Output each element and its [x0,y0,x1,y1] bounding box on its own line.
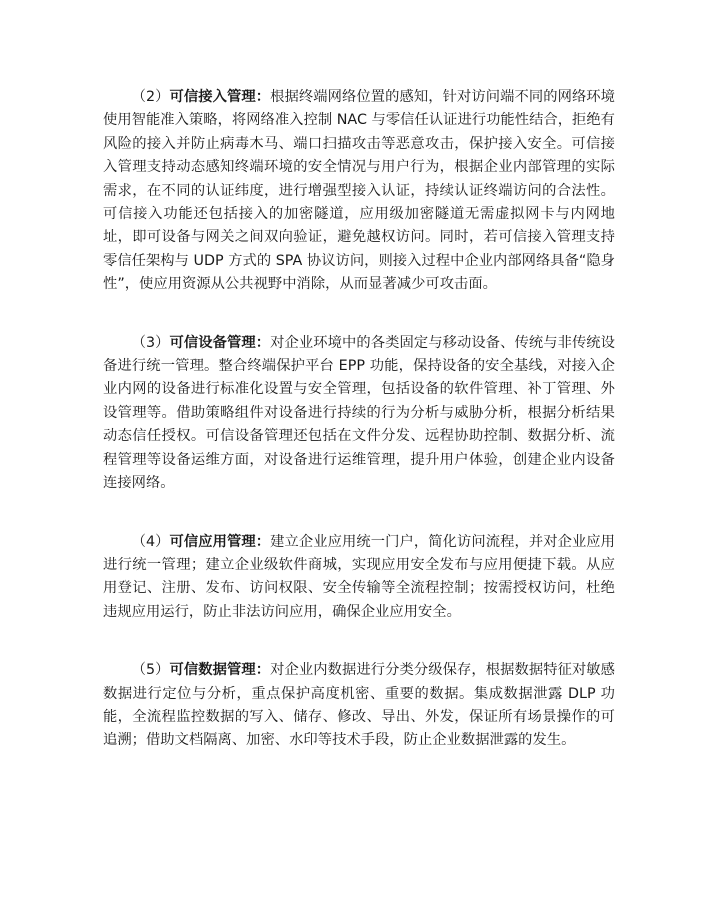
paragraph-heading: 可信数据管理： [169,662,271,679]
paragraph-text: 对企业内数据进行分类分级保存，根据数据特征对敏感数据进行定位与分析，重点保护高度机密、重要的数据。集成数据泄露 DLP 功能，全流程监控数据的写入、储存、修改、导出、外发，保证所有场景操作的可追溯；借助文档隔离、加密、水印等技术手段，防止企业数据泄露的发生。 [103,662,616,749]
paragraph-heading: 可信设备管理： [169,334,271,351]
paragraph-number: （4） [131,533,170,550]
paragraph-number: （5） [131,662,170,679]
paragraph-text: 根据终端网络位置的感知，针对访问端不同的网络环境使用智能准入策略，将网络准入控制 NAC 与零信任认证进行功能性结合，拒绝有风险的接入并防止病毒木马、端口扫描攻击等恶意攻击，保护接入安全。可信接入管理支持动态感知终端环境的安全情况与用户行为，根据企业内部管理的实际需求，在不同的认证纬度，进行增强型接入认证，持续认证终端访问的合法性。可信接入功能还包括接入的加密隧道，应用级加密隧道无需虚拟网卡与内网地址，即可设备与网关之间双向验证，避免越权访问。同时，若可信接入管理支持零信任架构与 UDP 方式的 SPA 协议访问，则接入过程中企业内部网络具备“隐身性”，使应用资源从公共视野中消除，从而显著减少可攻击面。 [103,89,616,293]
paragraph-trusted-access [103,86,615,297]
paragraph-text: 对企业环境中的各类固定与移动设备、传统与非传统设备进行统一管理。整合终端保护平台 EPP 功能，保持设备的安全基线，对接入企业内网的设备进行标准化设置与安全管理，包括设备的软件管理、补丁管理、外设管理等。借助策略组件对设备进行持续的行为分析与威胁分析，根据分析结果动态信任授权。可信设备管理还包括在文件分发、远程协助控制、数据分析、流程管理等设备运维方面，对设备进行运维管理，提升用户体验，创建企业内设备连接网络。 [103,334,616,492]
paragraph-number: （3） [131,334,170,351]
paragraph-text: 建立企业应用统一门户，简化访问流程，并对企业应用进行统一管理；建立企业级软件商城，实现应用安全发布与应用便捷下载。从应用登记、注册、发布、访问权限、安全传输等全流程控制；按需授权访问，杜绝违规应用运行，防止非法访问应用，确保企业应用安全。 [103,533,616,620]
paragraph-heading: 可信应用管理： [169,533,271,550]
document-page [103,86,615,788]
paragraph-heading: 可信接入管理： [169,89,271,105]
paragraph-trusted-application [103,531,615,625]
paragraph-trusted-data [103,659,615,753]
paragraph-trusted-device [103,332,615,496]
paragraph-number: （2） [131,89,170,105]
